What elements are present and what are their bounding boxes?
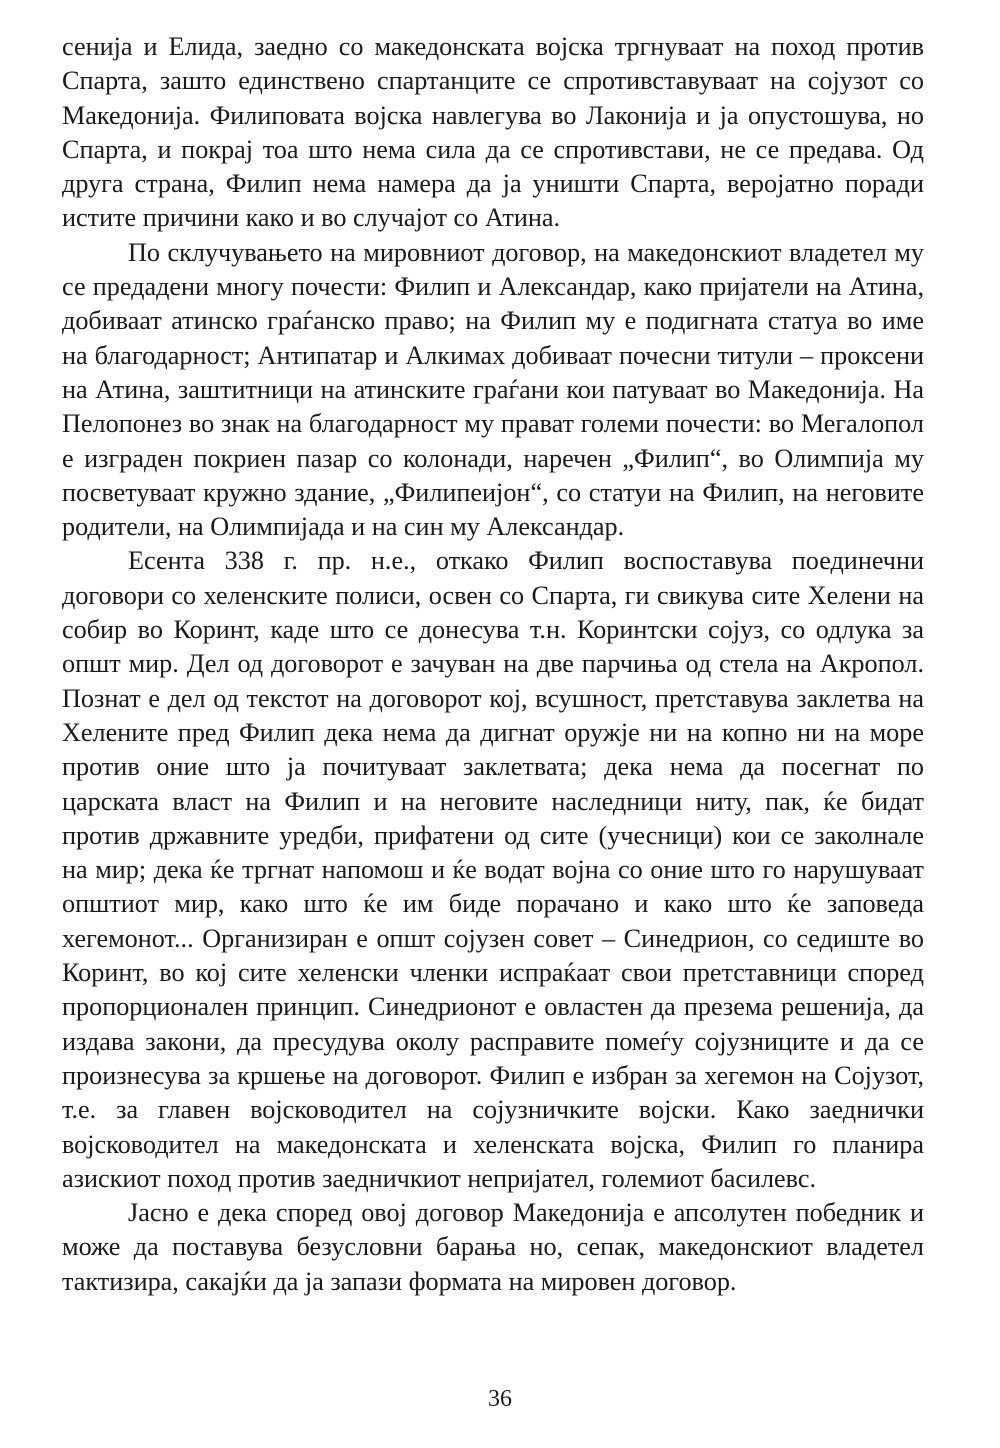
- paragraph-3: Есента 338 г. пр. н.е., откако Филип воспоставува поединечни договори со хеленските полиси, освен со Спарта, ги свикува сите Хелени на собир во Коринт, каде што се донесува т.н. Коринтски сојуз, со одлука за општ мир. Дел од договорот е зачуван на две парчиња од стела на Акропол. Познат е дел од текстот на договорот кој, всушност, претставува заклетва на Хелените пред Филип дека нема да дигнат оружје ни на копно ни на море против оние што ја почитуваат заклетвата; дека нема да посегнат по царската власт на Филип и на неговите наследници ниту, пак, ќе бидат против државните уредби, прифатени од сите (учесници) кои се заколнале на мир; дека ќе тргнат напомош и ќе водат војна со оние што го нарушуваат општиот мир, како што ќе им биде порачано и како што ќе заповеда хегемонот... Организиран е општ сојузен совет – Синедрион, со седиште во Коринт, во кој сите хеленски членки испраќаат свои претставници според пропорционален принцип. Синедрионот е овластен да презема решенија, да издава закони, да пресудува околу расправите помеѓу сојузниците и да се произнесува за кршење на договорот. Филип е избран за хегемон на Сојузот, т.е. за главен војсководител на сојузничките војски. Како заеднички војсководител на македонската и хеленската војска, Филип го планира азискиот поход против заедничкиот непријател, големиот басилевс.: [62, 546, 924, 1193]
- page-body: [62, 30, 924, 1299]
- paragraph-2: По склучувањето на мировниот договор, на македонскиот владетел му се предадени многу почести: Филип и Александар, како пријатели на Атина, добиваат атинско граѓанско право; на Филип му е подигната статуа во име на благодарност; Антипатар и Алкимах добиваат почесни титули – проксени на Атина, заштитници на атинските граѓани кои патуваат во Македонија. На Пелопонез во знак на благодарност му прават големи почести: во Мегалопол е изграден покриен пазар со колонади, наречен „Филип“, во Олимпија му посветуваат кружно здание, „Филипеијон“, со статуи на Филип, на неговите родители, на Олимпијада и на син му Александар.: [62, 237, 924, 542]
- paragraph-1: сенија и Елида, заедно со македонската војска тргнуваат на поход против Спарта, зашто единствено спартанците се спротивставуваат на сојузот со Македонија. Филиповата војска навлегува во Лаконија и ја опустошува, но Спарта, и покрај тоа што нема сила да се спротивстави, не се предава. Од друга страна, Филип нема намера да ја уништи Спарта, веројатно поради истите причини како и во случајот со Атина.: [62, 32, 924, 233]
- paragraph-4: Јасно е дека според овој договор Македонија е апсолутен победник и може да поставува безусловни барања но, сепак, македонскиот владетел тактизира, сакајќи да ја запази формата на мировен договор.: [62, 1198, 924, 1296]
- page-number: 36: [488, 1386, 512, 1412]
